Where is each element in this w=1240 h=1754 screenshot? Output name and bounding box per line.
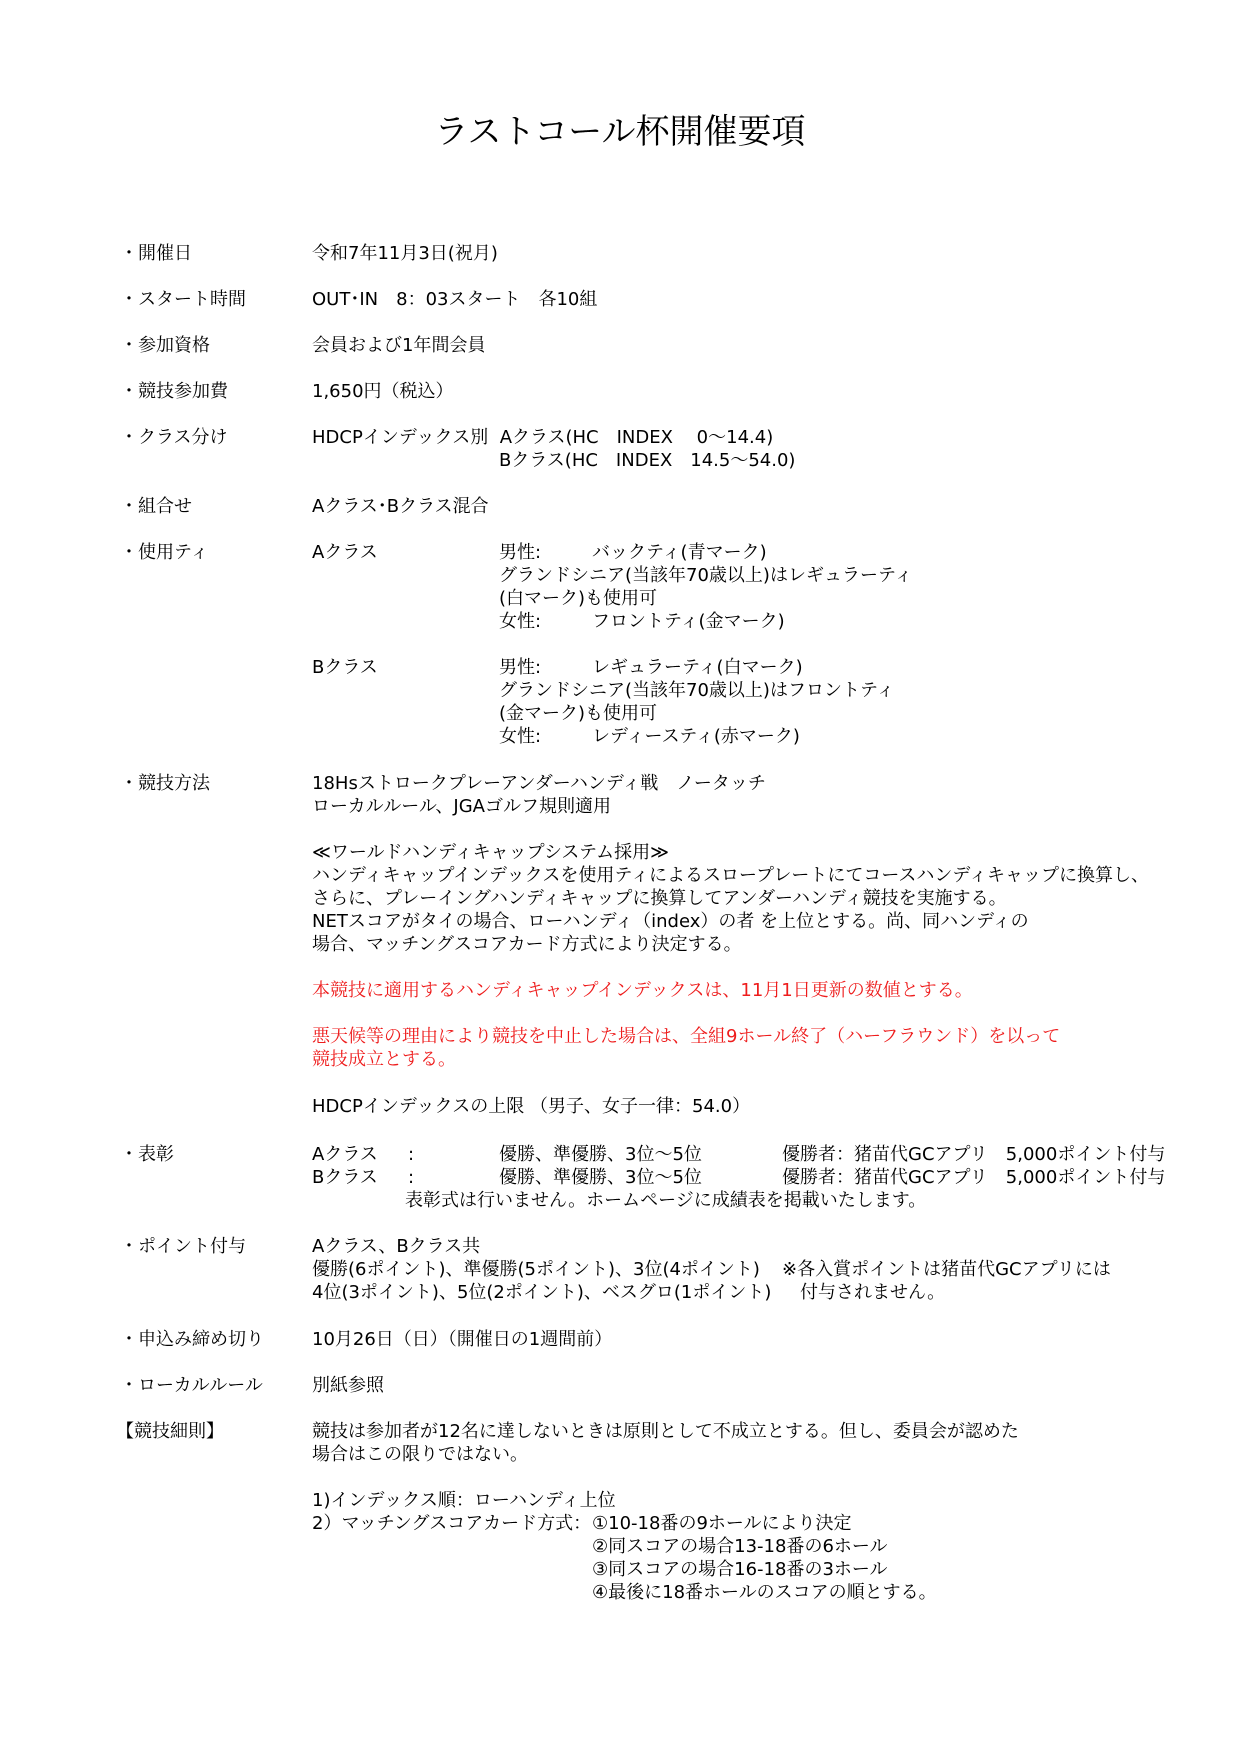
detail-sub-1: ①10-18番の9ホールにより決定 — [592, 1513, 852, 1534]
tee-b-men-label: 男性: — [499, 657, 542, 678]
tee-a-grand-senior-2: (白マーク)も使用可 — [499, 588, 658, 609]
label-date: ・開催日 — [120, 243, 192, 264]
tee-a-class: Aクラス — [312, 542, 378, 563]
points-note-2: 付与されません。 — [800, 1282, 946, 1303]
tee-a-men-label: 男性: — [499, 542, 542, 563]
start-time-value: OUT･IN 8：03スタート 各10組 — [312, 289, 598, 310]
date-value: 令和7年11月3日(祝月) — [312, 243, 498, 264]
detail-sub-2: ②同スコアの場合13-18番の6ホール — [592, 1536, 888, 1557]
deadline-value: 10月26日（日）（開催日の1週間前） — [312, 1329, 613, 1350]
label-deadline: ・申込み締め切り — [120, 1329, 264, 1350]
tee-b-grand-senior-2: (金マーク)も使用可 — [499, 703, 658, 724]
award-a-prize: 優勝者：猪苗代GCアプリ 5,000ポイント付与 — [782, 1144, 1166, 1165]
local-rule-value: 別紙参照 — [312, 1375, 384, 1396]
points-note-1: ※各入賞ポイントは猪苗代GCアプリには — [782, 1259, 1111, 1280]
award-b-colon: : — [408, 1167, 415, 1188]
points-line-1: Aクラス、Bクラス共 — [312, 1236, 481, 1257]
award-b-ranks: 優勝、準優勝、3位～5位 — [499, 1167, 702, 1188]
label-fee: ・競技参加費 — [120, 381, 228, 402]
detail-line-1: 競技は参加者が12名に達しないときは原則として不成立とする。但し、委員会が認めた — [312, 1421, 1019, 1442]
award-b-prize: 優勝者：猪苗代GCアプリ 5,000ポイント付与 — [782, 1167, 1166, 1188]
label-points: ・ポイント付与 — [120, 1236, 246, 1257]
award-b-class: Bクラス — [312, 1167, 378, 1188]
fee-value: 1,650円（税込） — [312, 381, 454, 402]
label-tee: ・使用ティ — [120, 542, 209, 563]
label-eligibility: ・参加資格 — [120, 335, 210, 356]
points-line-2: 優勝(6ポイント)、準優勝(5ポイント)、3位(4ポイント) — [312, 1259, 760, 1280]
tee-a-grand-senior-1: グランドシニア(当該年70歳以上)はレギュラーティ — [499, 565, 913, 586]
detail-line-2: 場合はこの限りではない。 — [312, 1444, 528, 1465]
hdcp-update-notice: 本競技に適用するハンディキャップインデックスは、11月1日更新の数値とする。 — [312, 980, 973, 1001]
method-line-1: 18Hsストロークプレーアンダーハンディ戦 ノータッチ — [312, 773, 766, 794]
award-a-colon: : — [408, 1144, 415, 1165]
pairing-value: Aクラス･Bクラス混合 — [312, 496, 489, 517]
whs-line-1: ハンディキャップインデックスを使用ティによるスロープレートにてコースハンディキャップに換算し、 — [312, 865, 1149, 886]
label-award: ・表彰 — [120, 1144, 174, 1165]
tee-a-men: バックティ(青マーク) — [592, 542, 767, 563]
eligibility-value: 会員および1年間会員 — [312, 335, 486, 356]
page-title: ラストコール杯開催要項 — [434, 112, 806, 152]
method-line-2: ローカルルール、JGAゴルフ規則適用 — [312, 796, 611, 817]
tee-b-women: レディースティ(赤マーク) — [592, 726, 800, 747]
hdcp-limit: HDCPインデックスの上限 （男子、女子一律：54.0） — [312, 1096, 751, 1117]
whs-title: ≪ワールドハンディキャップシステム採用≫ — [312, 842, 670, 863]
tee-b-women-label: 女性: — [499, 726, 542, 747]
points-line-3: 4位(3ポイント)、5位(2ポイント)、ベスグロ(1ポイント) — [312, 1282, 772, 1303]
whs-line-2: さらに、プレーイングハンディキャップに換算してアンダーハンディ競技を実施する。 — [312, 888, 1007, 909]
award-a-class: Aクラス — [312, 1144, 378, 1165]
tee-b-men: レギュラーティ(白マーク) — [592, 657, 803, 678]
class-line-a: HDCPインデックス別 Aクラス(HC INDEX 0～14.4) — [312, 427, 774, 448]
label-start-time: ・スタート時間 — [120, 289, 246, 310]
award-a-ranks: 優勝、準優勝、3位～5位 — [499, 1144, 702, 1165]
class-line-b: Bクラス(HC INDEX 14.5～54.0) — [499, 450, 796, 471]
detail-sub-4: ④最後に18番ホールのスコアの順とする。 — [592, 1582, 937, 1603]
whs-line-3: NETスコアがタイの場合、ローハンディ（index）の者 を上位とする。尚、同ハンディの — [312, 911, 1029, 932]
tee-a-women-label: 女性: — [499, 611, 542, 632]
detail-item-2: 2）マッチングスコアカード方式： — [312, 1513, 592, 1534]
tee-a-women: フロントティ(金マーク) — [592, 611, 785, 632]
label-local-rule: ・ローカルルール — [120, 1375, 263, 1396]
award-note: 表彰式は行いません。ホームページに成績表を掲載いたします。 — [405, 1190, 927, 1211]
label-method: ・競技方法 — [120, 773, 210, 794]
whs-line-4: 場合、マッチングスコアカード方式により決定する。 — [312, 934, 742, 955]
tee-b-class: Bクラス — [312, 657, 378, 678]
detail-sub-3: ③同スコアの場合16-18番の3ホール — [592, 1559, 888, 1580]
label-detail: 【競技細則】 — [116, 1421, 224, 1442]
label-class: ・クラス分け — [120, 427, 228, 448]
weather-notice-2: 競技成立とする。 — [312, 1049, 456, 1070]
label-pairing: ・組合せ — [120, 496, 192, 517]
weather-notice-1: 悪天候等の理由により競技を中止した場合は、全組9ホール終了（ハーフラウンド）を以って — [312, 1026, 1061, 1047]
detail-item-1: 1)インデックス順：ローハンディ上位 — [312, 1490, 616, 1511]
tee-b-grand-senior-1: グランドシニア(当該年70歳以上)はフロントティ — [499, 680, 895, 701]
